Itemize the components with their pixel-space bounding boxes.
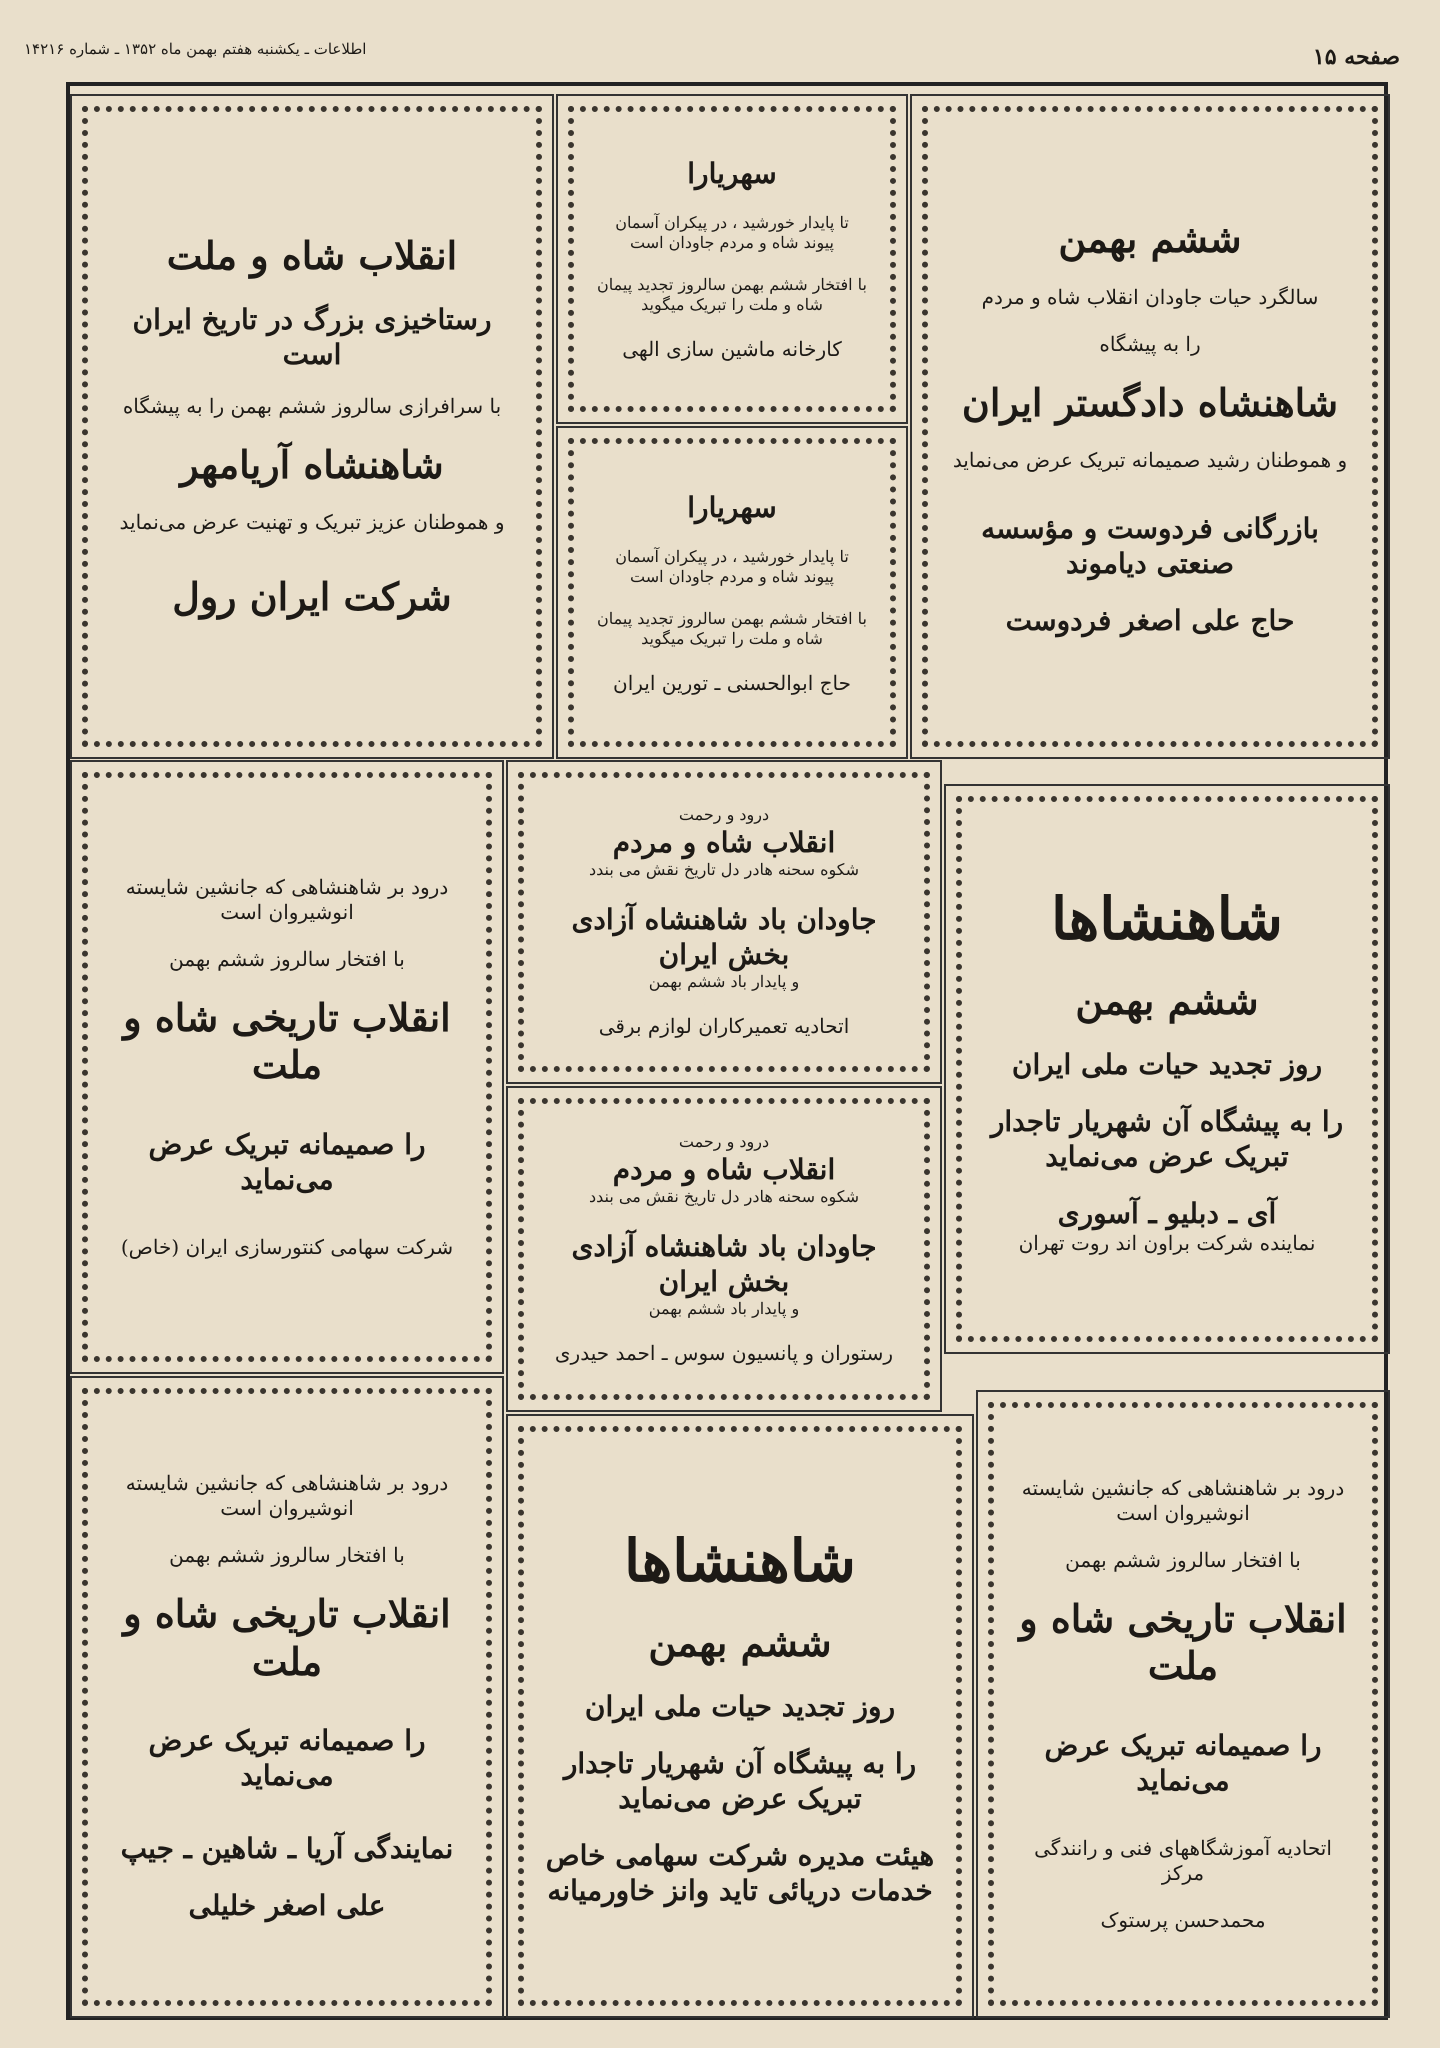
ad-line: با افتخار ششم بهمن سالروز تجدید پیمان شاه و ملت را تبریک میگوید bbox=[597, 275, 867, 314]
ad-shahriyara-2 bbox=[556, 426, 908, 759]
ad-line: تا پایدار خورشید ، در پیکران آسمان bbox=[615, 213, 849, 232]
ad-shahanshaha-1 bbox=[944, 784, 1390, 1354]
ad-shahanshaha-2 bbox=[506, 1414, 974, 2018]
ad-driving-schools bbox=[976, 1390, 1390, 2018]
ad-border bbox=[82, 772, 492, 1362]
ad-title: انقلاب شاه و مردم bbox=[612, 1153, 836, 1186]
ad-signature: محمدحسن پرستوک bbox=[1100, 1907, 1266, 1932]
ad-line: را به پیشگاه bbox=[1099, 331, 1201, 356]
ad-line: سالگرد حیات جاودان انقلاب شاه و مردم bbox=[981, 284, 1319, 309]
ad-title: انقلاب تاریخی شاه و ملت bbox=[1019, 1595, 1347, 1688]
ad-line: رستاخیزی بزرگ در تاریخ ایران است bbox=[132, 302, 492, 371]
ad-signature: کارخانه ماشین سازی الهی bbox=[622, 337, 842, 361]
ad-signature: اتحادیه آموزشگاههای فنی و رانندگی مرکز bbox=[1034, 1835, 1332, 1885]
ad-shahriyara-1 bbox=[556, 94, 908, 424]
ad-title: انقلاب تاریخی شاه و ملت bbox=[123, 1591, 451, 1684]
ad-border bbox=[82, 1388, 492, 2006]
ad-name: شاهنشاه دادگستر ایران bbox=[961, 379, 1339, 425]
ad-line: و هموطنان عزیز تبریک و تهنیت عرض می‌نماید bbox=[119, 510, 505, 535]
ad-title: انقلاب شاه و ملت bbox=[166, 233, 458, 279]
ad-line: و پایدار باد ششم بهمن bbox=[648, 1299, 800, 1318]
ad-line: تا پایدار خورشید ، در پیکران آسمان bbox=[615, 546, 849, 566]
ad-line: با افتخار سالروز ششم بهمن bbox=[1065, 1547, 1301, 1572]
ad-signature: حاج ابوالحسنی ـ تورین ایران bbox=[613, 670, 851, 695]
ad-line: پیوند شاه و مردم جاودان است bbox=[629, 233, 835, 252]
ad-line: با افتخار سالروز ششم بهمن bbox=[169, 1543, 405, 1567]
ad-line: با افتخار سالروز ششم بهمن bbox=[169, 946, 405, 971]
ad-title: شاهنشاها bbox=[1050, 884, 1284, 953]
ad-shashom-bahman bbox=[910, 94, 1390, 759]
ad-line: روز تجدید حیات ملی ایران bbox=[584, 1689, 896, 1723]
ad-line: درود بر شاهنشاهی که جانشین شایسته انوشیروان است bbox=[1021, 1475, 1345, 1525]
page-number: صفحه ۱۵ bbox=[1312, 44, 1400, 70]
ad-title: سهریارا bbox=[687, 157, 777, 190]
ad-signature: شرکت سهامی کنتورسازی ایران (خاص) bbox=[120, 1234, 454, 1259]
ad-title: ششم بهمن bbox=[1058, 216, 1242, 261]
ad-line: با سرافرازی سالروز ششم بهمن را به پیشگاه bbox=[122, 393, 502, 418]
ad-border bbox=[518, 1426, 962, 2006]
ad-signature: علی اصغر خلیلی bbox=[188, 1889, 386, 1922]
ad-signature: هیئت مدیره شرکت سهامی خاص bbox=[545, 1838, 935, 1872]
ad-line: ششم بهمن bbox=[648, 1620, 832, 1665]
ad-line: شکوه سحنه هادر دل تاریخ نقش می بندد bbox=[588, 860, 860, 879]
ad-iran-roll bbox=[70, 94, 554, 759]
ad-signature: نمایندگی آریا ـ شاهین ـ جیپ bbox=[120, 1832, 454, 1865]
ad-line: درود بر شاهنشاهی که جانشین شایسته انوشیروان است bbox=[125, 1471, 449, 1520]
ad-border bbox=[988, 1402, 1378, 2006]
ad-line: ششم بهمن bbox=[1075, 978, 1259, 1023]
publication-info: اطلاعات ـ یکشنبه هفتم بهمن ماه ۱۳۵۲ ـ شماره ۱۴۲۱۶ bbox=[24, 40, 367, 58]
ad-border bbox=[568, 106, 896, 412]
ad-signature: رستوران و پانسیون سوس ـ احمد حیدری bbox=[554, 1341, 894, 1365]
ad-line: و پایدار باد ششم بهمن bbox=[648, 972, 800, 991]
ad-signature: آی ـ دبلیو ـ آسوری bbox=[1057, 1196, 1277, 1230]
ad-signature: شرکت ایران رول bbox=[172, 574, 452, 620]
ad-line: را صمیمانه تبریک عرض می‌نماید bbox=[148, 1724, 426, 1792]
page-header bbox=[0, 0, 1440, 80]
ad-line: را به پیشگاه آن شهریار تاجدار تبریک عرض می‌نماید bbox=[563, 1746, 917, 1815]
ad-electrical-union bbox=[506, 760, 942, 1084]
ad-line: و هموطنان رشید صمیمانه تبریک عرض می‌نماید bbox=[952, 448, 1348, 472]
ad-line: جاودان باد شاهنشاه آزادی بخش ایران bbox=[571, 903, 877, 971]
ad-border bbox=[82, 106, 542, 747]
ad-line: درود بر شاهنشاهی که جانشین شایسته انوشیروان است bbox=[125, 874, 449, 924]
ad-signature: اتحادیه تعمیرکاران لوازم برقی bbox=[598, 1014, 850, 1038]
ad-line: با افتخار ششم بهمن سالروز تجدید پیمان شاه و ملت را تبریک میگوید bbox=[597, 608, 867, 648]
ad-border bbox=[518, 772, 930, 1072]
ad-border bbox=[922, 106, 1378, 747]
ad-signature: بازرگانی فردوست و مؤسسه صنعتی دیاموند bbox=[981, 512, 1319, 580]
ad-line: را صمیمانه تبریک عرض می‌نماید bbox=[1044, 1728, 1322, 1797]
ad-title: انقلاب تاریخی شاه و ملت bbox=[123, 994, 451, 1087]
ad-border bbox=[568, 438, 896, 747]
ad-line: را به پیشگاه آن شهریار تاجدار تبریک عرض می‌نماید bbox=[990, 1104, 1344, 1173]
ad-line: درود و رحمت bbox=[678, 1132, 770, 1151]
ad-title: شاهنشاها bbox=[623, 1526, 857, 1595]
ad-signature: نماینده شرکت براون اند روت تهران bbox=[1018, 1230, 1316, 1255]
ad-title: سهریارا bbox=[687, 490, 777, 524]
ad-line: درود و رحمت bbox=[678, 805, 770, 824]
ad-restaurant-sous bbox=[506, 1086, 942, 1412]
ad-line: پیوند شاه و مردم جاودان است bbox=[629, 566, 835, 586]
ad-border bbox=[518, 1098, 930, 1400]
ad-name: شاهنشاه آریامهر bbox=[180, 441, 444, 487]
ad-aria-shahin-jeep bbox=[70, 1376, 504, 2018]
ad-line: روز تجدید حیات ملی ایران bbox=[1011, 1047, 1323, 1081]
ad-line: شکوه سحنه هادر دل تاریخ نقش می بندد bbox=[588, 1187, 860, 1206]
ad-meter-company bbox=[70, 760, 504, 1374]
ad-signature: حاج علی اصغر فردوست bbox=[1005, 604, 1295, 637]
ad-border bbox=[956, 796, 1378, 1342]
ad-line: را صمیمانه تبریک عرض می‌نماید bbox=[148, 1127, 426, 1196]
ad-title: انقلاب شاه و مردم bbox=[612, 826, 836, 859]
ad-line: جاودان باد شاهنشاه آزادی بخش ایران bbox=[571, 1230, 877, 1298]
ad-signature: خدمات دریائی تاید وانز خاورمیانه bbox=[547, 1873, 933, 1907]
